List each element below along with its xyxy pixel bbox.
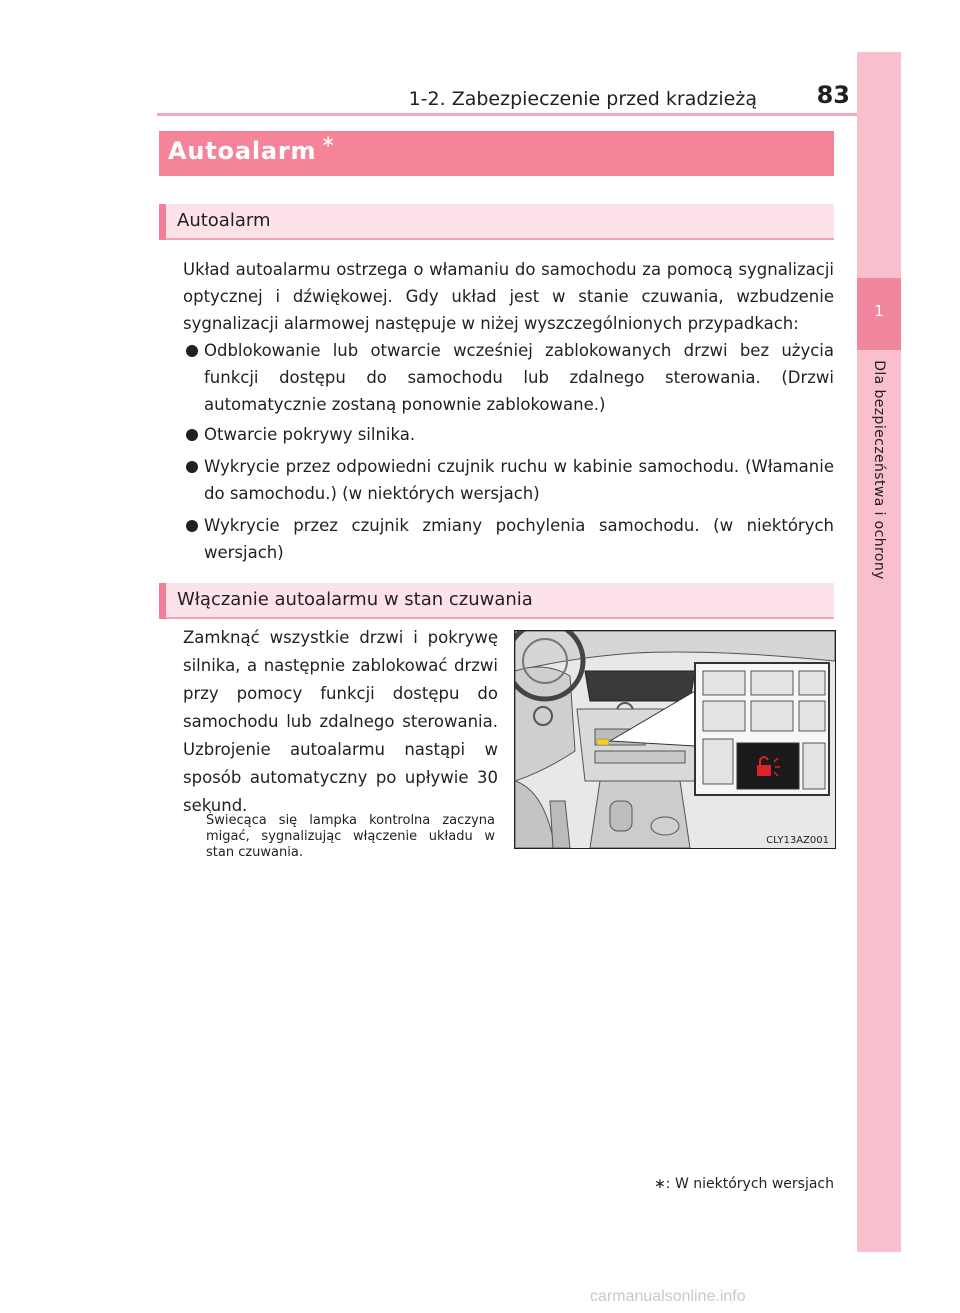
section-heading-arming	[159, 583, 834, 619]
list-item-text: Otwarcie pokrywy silnika.	[204, 425, 416, 444]
chapter-title: Dla bezpieczeństwa i ochrony	[871, 360, 887, 580]
chapter-side-tab	[857, 52, 901, 1252]
footnote-symbol: ∗	[654, 1176, 666, 1192]
footnote-text: : W niektórych wersjach	[665, 1176, 834, 1192]
list-item-text: Wykrycie przez czujnik zmiany pochylenia samochodu. (w niektórych wersjach)	[204, 516, 834, 562]
dashboard-illustration	[514, 630, 836, 849]
footnote-marker: ∗	[321, 132, 336, 152]
list-item-text: Wykrycie przez odpowiedni czujnik ruchu w kabinie samochodu. (Włamanie do samochodu.) (w niektórych wersjach)	[204, 457, 834, 503]
header-divider	[157, 113, 857, 116]
bullet-icon	[186, 461, 198, 473]
chapter-number: 1	[874, 302, 884, 320]
list-item	[183, 337, 834, 418]
bullet-icon	[186, 520, 198, 532]
page-number: 83	[816, 81, 850, 109]
bullet-icon	[186, 429, 198, 441]
list-item-text: Odblokowanie lub otwarcie wcześniej zablokowanych drzwi bez użycia funkcji dostępu do samochodu lub zdalnego sterowania. (Drzwi automatycznie zostaną ponownie zablokowane.)	[204, 341, 834, 414]
figure-code: CLY13AZ001	[766, 835, 829, 846]
footnote	[500, 1176, 834, 1192]
list-item	[183, 512, 834, 566]
indicator-note: Świecąca się lampka kontrolna zaczyna migać, sygnalizując włączenie układu w stan czuwania.	[206, 813, 495, 860]
section-heading-label: Włączanie autoalarmu w stan czuwania	[177, 589, 533, 610]
section-heading-label: Autoalarm	[177, 210, 271, 231]
list-item	[183, 453, 834, 507]
intro-paragraph: Układ autoalarmu ostrzega o włamaniu do samochodu za pomocą sygnalizacji optycznej i dźwiękowej. Gdy układ jest w stanie czuwania, wzbudzenie sygnalizacji alarmowej następuje w niżej wyszczególnionych przypadkach:	[183, 260, 834, 333]
section-heading-autoalarm	[159, 204, 834, 240]
main-heading	[159, 131, 834, 176]
main-heading-title: Autoalarm	[168, 137, 317, 165]
section-header-title: 1-2. Zabezpieczenie przed kradzieżą	[408, 88, 757, 110]
arming-paragraph: Zamknąć wszystkie drzwi i pokrywę silnika, a następnie zablokować drzwi przy pomocy funkcji dostępu do samochodu lub zdalnego sterowania. Uzbrojenie autoalarmu nastąpi w sposób automatyczny po upływie 30 sekund.	[183, 628, 498, 815]
bullet-icon	[186, 345, 198, 357]
watermark-link[interactable]: carmanualsonline.info	[590, 1288, 746, 1305]
list-item	[183, 421, 834, 448]
dashboard-drawing	[515, 631, 835, 848]
